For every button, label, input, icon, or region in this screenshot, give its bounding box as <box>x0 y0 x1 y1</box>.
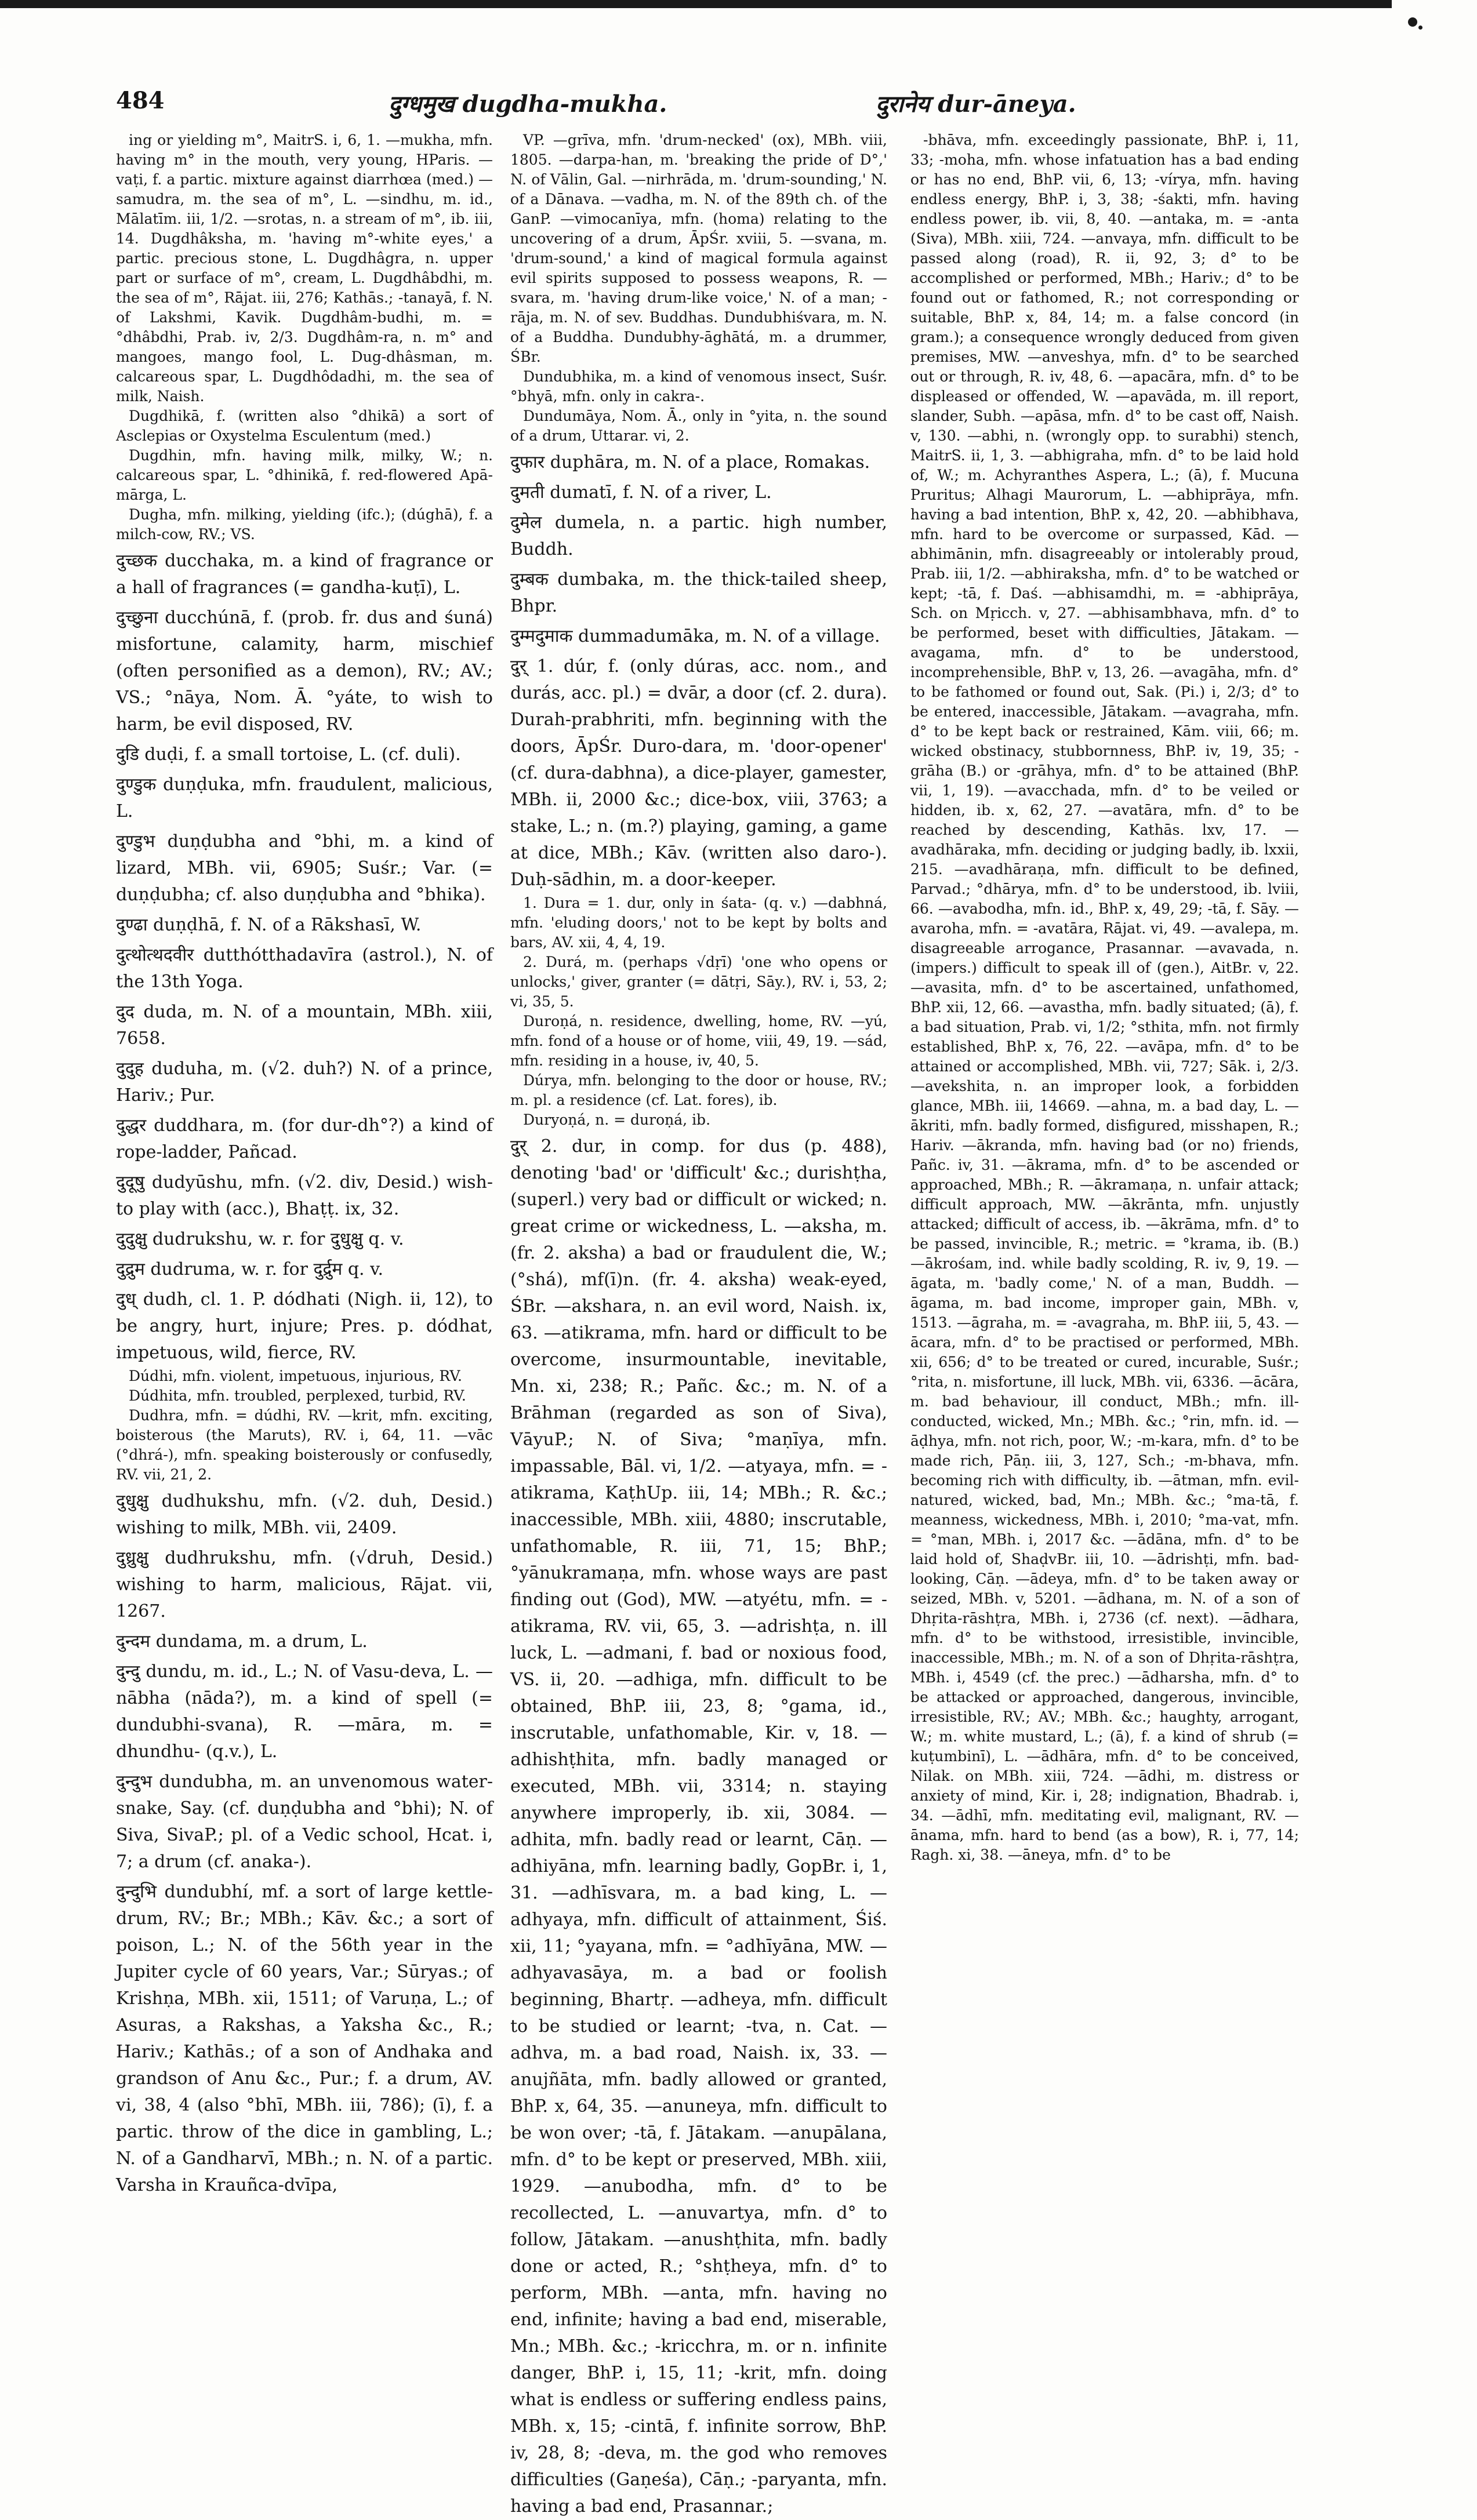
page-number: 484 <box>116 87 165 114</box>
sub-entry: -bhāva, mfn. exceedingly passionate, BhP. i, 11, 33; -moha, mfn. whose infatuation has a bad ending or has no end, BhP. vii, 6, 13; -vírya, mfn. having endless energy, BhP. i, 3, 38; -śakti, mfn. having endless power, ib. vii, 8, 40. —antaka, m. = -anta (Siva), MBh. xiii, 724. —anvaya, mfn. difficult to be passed along (road), R. ii, 92, 3; d° to be accomplished or performed, MBh.; Hariv.; d° to be found out or fathomed, R.; not corresponding or suitable, BhP. x, 84, 14; m. a false concord (in gram.); a consequence wrongly deduced from given premises, MW. —anveshya, mfn. d° to be searched out or through, R. iv, 48, 6. —apacāra, mfn. d° to be displeased or offended, W. —apavāda, m. ill report, slander, Subh. —apāsa, mfn. d° to be cast off, Naish. v, 130. —abhi, n. (wrongly opp. to surabhi) stench, MaitrS. ii, 1, 3. —abhigraha, mfn. d° to be laid hold of, W.; m. Achyranthes Aspera, L.; (ā), f. Mucuna Pruritus; Alhagi Maurorum, L. —abhiprāya, mfn. having a bad intention, BhP. x, 42, 20. —abhibhava, mfn. hard to be overcome or surpassed, Kād. —abhimānin, mfn. disagreeably or intolerably proud, Prab. iii, 1/2. —abhiraksha, mfn. d° to be watched or kept; -tā, f. Daś. —abhisamdhi, m. = -abhiprāya, Sch. on Mṛicch. v, 27. —abhisambhava, mfn. d° to be performed, beset with difficulties, Jātakam. —avagama, mfn. d° to be understood, incomprehensible, BhP. v, 13, 26. —avagāha, mfn. d° to be fathomed or found out, Sak. (Pi.) i, 2/3; d° to be entered, inaccessible, Jātakam. —avagraha, mfn. d° to be kept back or restrained, Kām. viii, 66; m. wicked obstinacy, stubbornness, BhP. iv, 19, 35; -grāha (B.) or -grāhya, mfn. d° to be attained (BhP. vii, 1, 19). —avacchada, mfn. d° to be veiled or hidden, ib. x, 62, 27. —avatāra, mfn. d° to be reached by descending, Kathās. lxv, 17. —avadhāraka, mfn. deciding or judging badly, ib. lxxii, 215. —avadhāraṇa, mfn. difficult to be defined, Parvad.; °dhārya, mfn. d° to be understood, ib. lviii, 66. —avabodha, mfn. id., BhP. x, 49, 29; -tā, f. Sāy. —avaroha, mfn. = -avatāra, Rājat. vi, 49. —avalepa, m. disagreeable arrogance, Prasannar. —avavada, n. (impers.) difficult to speak ill of (gen.), AitBr. v, 22. —avasita, mfn. d° to be ascertained, unfathomed, BhP. xii, 12, 66. —avastha, mfn. badly situated; (ā), f. a bad situation, Prab. vi, 1/2; °sthita, mfn. not firmly established, BhP. x, 76, 22. —avāpa, mfn. d° to be attained or accomplished, MBh. vii, 727; Sāk. i, 2/3. —avekshita, n. an improper look, a forbidden glance, MBh. iii, 14669. —ahna, m. a bad day, L. —ākriti, mfn. badly formed, disfigured, misshapen, R.; Hariv. —ākranda, mfn. having bad (or no) friends, Pañc. iv, 31. —ākrama, mfn. d° to be ascended or approached, MBh.; R. —ākramaṇa, n. unfair attack; difficult approach, MW. —ākrānta, mfn. unjustly attacked; difficult of access, ib. —ākrāma, mfn. d° to be passed, invincible, R.; metric. = °krama, ib. (B.) —ākrośam, ind. while badly scolding, R. iv, 9, 19. —āgata, m. 'badly come,' N. of a man, Buddh. —āgama, m. bad income, improper gain, MBh. v, 1513. —āgraha, m. = -avagraha, m. BhP. iii, 5, 43. —ācara, mfn. d° to be practised or performed, MBh. xii, 656; d° to be treated or cured, incurable, Suśr.; °rita, n. misfortune, ill luck, MBh. vii, 6336. —ācāra, m. bad behaviour, ill conduct, MBh.; mfn. ill-conducted, wicked, Mn.; MBh. &c.; °rin, mfn. id. —āḍhya, mfn. not rich, poor, W.; -m-kara, mfn. d° to be made rich, Pāṇ. iii, 3, 127, Sch.; -m-bhava, mfn. becoming rich with difficulty, ib. —ātman, mfn. evil-natured, wicked, bad, Mn.; MBh. &c.; °ma-tā, f. meanness, wickedness, MBh. i, 2010; °ma-vat, mfn. = °man, MBh. i, 2017 &c. —ādāna, mfn. d° to be laid hold of, ShaḍvBr. iii, 10. —ādrishṭi, mfn. bad-looking, Cāṇ. —ādeya, mfn. d° to be taken away or seized, MBh. v, 5201. —ādhana, m. N. of a son of Dhṛita-rāshṭra, MBh. i, 2736 (cf. next). —ādhara, mfn. d° to be withstood, irresistible, invincible, inaccessible, MBh.; m. N. of a son of Dhṛita-rāshṭra, MBh. i, 4549 (cf. the prec.) —ādharsha, mfn. d° to be attacked or approached, dangerous, invincible, irresistible, RV.; AV.; MBh. &c.; haughty, arrogant, W.; m. white mustard, L.; (ā), f. a kind of shrub (= kuṭumbinī), L. —ādhāra, mfn. d° to be conceived, Nilak. on MBh. xiii, 724. —ādhi, m. distress or anxiety of mind, Kir. i, 28; indignation, Bhadrab. i, 34. —ādhī, mfn. meditating evil, malignant, RV. —ānama, mfn. hard to bend (as a bow), R. i, 77, 14; Ragh. xi, 38. —āneya, mfn. d° to be <box>910 132 1299 1863</box>
column-3 <box>910 130 1299 1890</box>
headword-entry: दुद duda, m. N. of a mountain, MBh. xiii, 7658. <box>116 1002 493 1049</box>
sub-entry: Dundubhika, m. a kind of venomous insect, Suśr. °bhyā, mfn. only in cakra-. <box>510 368 887 405</box>
headword-entry: दुमती dumatī, f. N. of a river, L. <box>510 482 772 503</box>
right-running-head: दुरानेय dur-āneya. <box>876 90 1076 118</box>
headword-entry: दुम्बक dumbaka, m. the thick-tailed sheep, Bhpr. <box>510 569 887 616</box>
headword-entry: दुफार duphāra, m. N. of a place, Romakas. <box>510 452 870 472</box>
headword-entry: दुदुक्षु dudrukshu, w. r. for दुधुक्षु q. v. <box>116 1229 404 1249</box>
column-2 <box>510 130 887 2517</box>
headword-entry: दुम्मदुमाक dummadumāka, m. N. of a village. <box>510 626 880 646</box>
sub-entry: ing or yielding m°, MaitrS. i, 6, 1. —mukha, mfn. having m° in the mouth, very young, HParis. —vaṭi, f. a partic. mixture against diarrhœa (med.) —samudra, m. the sea of m°, L. —sindhu, m. id., Mālatīm. iii, 1/2. —srotas, n. a stream of m°, ib. iii, 14. Dugdhâksha, m. 'having m°-white eyes,' a partic. precious stone, L. Dugdhâgra, n. upper part or surface of m°, cream, L. Dugdhâbdhi, m. the sea of m°, Rājat. iii, 276; Kathās.; -tanayā, f. N. of Lakshmi, Kavik. Dugdhâm-budhi, m. = °dhâbdhi, Prab. iv, 2/3. Dugdhâm-ra, n. m° and mangoes, mango fool, L. Dug-dhâsman, m. calcareous spar, L. Dugdhôdadhi, m. the sea of milk, Naish. <box>116 132 493 405</box>
headword-entry: दुध् dudh, cl. 1. P. dódhati (Nigh. ii, 12), to be angry, hurt, injure; Pres. p. dódhat, impetuous, wild, fierce, RV. <box>116 1289 493 1363</box>
headword-entry: दुधुक्षु dudhukshu, mfn. (√2. duh, Desid.) wishing to milk, MBh. vii, 2409. <box>116 1491 493 1538</box>
sub-entry: Duroṇá, n. residence, dwelling, home, RV. —yú, mfn. fond of a house or of home, viii, 49, 19. —sád, mfn. residing in a house, iv, 40, 5. <box>510 1013 887 1069</box>
headword-entry: दुमेल dumela, n. a partic. high number, Buddh. <box>510 512 887 559</box>
sub-entry: Duryoṇá, n. = duroṇá, ib. <box>523 1111 711 1128</box>
sub-entry: Dúrya, mfn. belonging to the door or house, RV.; m. pl. a residence (cf. Lat. fores), ib. <box>510 1072 887 1108</box>
headword-entry: दुण्ढा duṇḍhā, f. N. of a Rākshasī, W. <box>116 915 422 935</box>
headword-entry: दुण्डुभ duṇḍubha and °bhi, m. a kind of lizard, MBh. vii, 6905; Suśr.; Var. (= duṇḍubha; cf. also duṇḍubha and °bhika). <box>116 831 493 905</box>
ink-mark <box>1408 17 1417 27</box>
left-running-head: दुग्धमुख dugdha-mukha. <box>389 90 667 118</box>
headword-entry: दुन्दुभि dundubhí, mf. a sort of large kettle-drum, RV.; Br.; MBh.; Kāv. &c.; a sort of poison, L.; N. of the 56th year in the Jupiter cycle of 60 years, Var.; Sūryas.; of Krishṇa, MBh. xii, 1511; of Varuṇa, L.; of Asuras, a Rakshas, a Yaksha &c., R.; Hariv.; Kathās.; of a son of Andhaka and grandson of Anu &c., Pur.; f. a drum, AV. vi, 38, 4 (also °bhī, MBh. iii, 786); (ī), f. a partic. throw of the dice in gambling, L.; N. of a Gandharvī, MBh.; n. N. of a partic. Varsha in Krauñca-dvīpa, <box>116 1882 493 2195</box>
top-edge-bar <box>0 0 1477 15</box>
sub-entry: 1. Dura = 1. dur, only in śata- (q. v.) —dabhná, mfn. 'eluding doors,' not to be kept by bolts and bars, AV. xii, 4, 4, 19. <box>510 894 887 951</box>
headword-entry: दुद्रुम dudruma, w. r. for दुर्द्रुम q. v. <box>116 1259 384 1279</box>
headword-entry: दुत्थोत्थदवीर dutthótthadavīra (astrol.), N. of the 13th Yoga. <box>116 945 493 992</box>
headword-entry: दुण्डुक duṇḍuka, mfn. fraudulent, malicious, L. <box>116 774 493 821</box>
sub-entry: Dugdhikā, f. (written also °dhikā) a sort of Asclepias or Oxystelma Esculentum (med.) <box>116 408 493 444</box>
sub-entry: Dudhra, mfn. = dúdhi, RV. —krit, mfn. exciting, boisterous (the Maruts), RV. i, 64, 11. —vāc (°dhrá-), mfn. speaking boisterously or confusedly, RV. vii, 21, 2. <box>116 1407 493 1483</box>
headword-entry: दुदुह duduha, m. (√2. duh?) N. of a prince, Hariv.; Pur. <box>116 1059 493 1106</box>
page-header <box>116 87 1299 122</box>
ink-mark-small <box>1418 26 1422 30</box>
top-rule <box>0 0 1392 8</box>
column-1 <box>116 130 493 2195</box>
headword-entry: दुद्धर duddhara, m. (for dur-dh°?) a kind of rope-ladder, Pañcad. <box>116 1115 493 1162</box>
headword-entry: दुन्दुभ dundubha, m. an unvenomous water-snake, Say. (cf. duṇḍubha and °bhi); N. of Siva, SivaP.; pl. of a Vedic school, Hcat. i, 7; a drum (cf. anaka-). <box>116 1772 493 1872</box>
sub-entry: Dugdhin, mfn. having milk, milky, W.; n. calcareous spar, L. °dhinikā, f. red-flowered Apā-mārga, L. <box>116 447 493 503</box>
headword-entry: दुन्दम dundama, m. a drum, L. <box>116 1631 368 1652</box>
headword-entry: दुडि duḍi, f. a small tortoise, L. (cf. duli). <box>116 744 461 765</box>
headword-entry: दुच्छुना ducchúnā, f. (prob. fr. dus and śuná) misfortune, calamity, harm, mischief (often personified as a demon), RV.; AV.; VS.; °nāya, Nom. Ā. °yáte, to wish to harm, be evil disposed, RV. <box>116 608 493 734</box>
sub-entry: Dugha, mfn. milking, yielding (ifc.); (dúghā), f. a milch-cow, RV.; VS. <box>116 506 493 543</box>
sub-entry: Dúdhita, mfn. troubled, perplexed, turbid, RV. <box>129 1387 466 1404</box>
headword-entry: दुर् 2. dur, in comp. for dus (p. 488), denoting 'bad' or 'difficult' &c.; durishṭha, (superl.) very bad or difficult or wicked; n. great crime or wickedness, L. —aksha, m. (fr. 2. aksha) a bad or fraudulent die, W.; (°shá), mf(ī)n. (fr. 4. aksha) weak-eyed, ŚBr. —akshara, n. an evil word, Naish. ix, 63. —atikrama, mfn. hard or difficult to be overcome, insurmountable, inevitable, Mn. xi, 238; R.; Pañc. &c.; m. N. of a Brāhman (regarded as son of Siva), VāyuP.; N. of Siva; °maṇīya, mfn. impassable, Bāl. vi, 1/2. —atyaya, mfn. = -atikrama, KaṭhUp. iii, 14; MBh.; R. &c.; inaccessible, MBh. xiii, 4880; inscrutable, unfathomable, R. iii, 71, 15; BhP.; °yānukramaṇa, mfn. whose ways are past finding out (God), MW. —atyétu, mfn. = -atikrama, RV. vii, 65, 3. —adrishṭa, n. ill luck, L. —admani, f. bad or noxious food, VS. ii, 20. —adhiga, mfn. difficult to be obtained, BhP. iii, 23, 8; °gama, id., inscrutable, unfathomable, Kir. v, 18. —adhishṭhita, mfn. badly managed or executed, MBh. vii, 3314; n. staying anywhere improperly, ib. xii, 3084. —adhita, mfn. badly read or learnt, Cāṇ. —adhiyāna, mfn. learning badly, GopBr. i, 1, 31. —adhīsvara, m. a bad king, L. —adhyaya, mfn. difficult of attainment, Śiś. xii, 11; °yayana, mfn. = °adhīyāna, MW. —adhyavasāya, m. a bad or foolish beginning, Bhartṛ. —adheya, mfn. difficult to be studied or learnt; -tva, n. Cat. —adhva, m. a bad road, Naish. ix, 33. —anujñāta, mfn. badly allowed or granted, BhP. x, 64, 35. —anuneya, mfn. difficult to be won over; -tā, f. Jātakam. —anupālana, mfn. d° to be kept or preserved, MBh. xiii, 1929. —anubodha, mfn. d° to be recollected, L. —anuvartya, mfn. d° to follow, Jātakam. —anushṭhita, mfn. badly done or acted, R.; °shṭheya, mfn. d° to perform, MBh. —anta, mfn. having no end, infinite; having a bad end, miserable, Mn.; MBh. &c.; -kricchra, m. or n. infinite danger, BhP. i, 15, 11; -krit, mfn. doing what is endless or suffering endless pains, MBh. x, 15; -cintā, f. infinite sorrow, BhP. iv, 28, 8; -deva, m. the god who removes difficulties (Gaṇeśa), Cāṇ.; -paryanta, mfn. having a bad end, Prasannar.; <box>510 1136 887 2517</box>
headword-entry: दुध्रुक्षु dudhrukshu, mfn. (√druh, Desid.) wishing to harm, malicious, Rājat. vii, 1267. <box>116 1548 493 1621</box>
headword-entry: दुन्दु dundu, m. id., L.; N. of Vasu-deva, L. —nābha (nāda?), m. a kind of spell (= dundubhi-svana), R. —māra, m. = dhundhu- (q.v.), L. <box>116 1661 493 1762</box>
dictionary-body <box>116 130 1299 2517</box>
sub-entry: Dúdhi, mfn. violent, impetuous, injurious, RV. <box>129 1368 462 1384</box>
headword-entry: दुच्छक ducchaka, m. a kind of fragrance or a hall of fragrances (= gandha-kuṭī), L. <box>116 551 493 598</box>
headword-entry: दुर् 1. dúr, f. (only dúras, acc. nom., and durás, acc. pl.) = dvār, a door (cf. 2. dura). Durah-prabhriti, mfn. beginning with the doors, ĀpŚr. Duro-dara, m. 'door-opener' (cf. dura-dabhna), a dice-player, gamester, MBh. ii, 2000 &c.; dice-box, viii, 3763; a stake, L.; n. (m.?) playing, gaming, a game at dice, MBh.; Kāv. (written also daro-). Duḥ-sādhin, m. a door-keeper. <box>510 656 887 890</box>
sub-entry: 2. Durá, m. (perhaps √dṛī) 'one who opens or unlocks,' giver, granter (= dātṛi, Sāy.), RV. i, 53, 2; vi, 35, 5. <box>510 954 887 1010</box>
headword-entry: दुदूषु dudyūshu, mfn. (√2. div, Desid.) wish-to play with (acc.), Bhaṭṭ. ix, 32. <box>116 1172 493 1219</box>
sub-entry: VP. —grīva, mfn. 'drum-necked' (ox), MBh. viii, 1805. —darpa-han, m. 'breaking the pride of D°,' N. of Vālin, Gal. —nirhrāda, m. 'drum-sounding,' N. of a Dānava. —vadha, m. N. of the 89th ch. of the GanP. —vimocanīya, mfn. (homa) relating to the uncovering of a drum, ĀpŚr. xviii, 5. —svana, m. 'drum-sound,' a kind of magical formula against evil spirits supposed to possess weapons, R. —svara, m. 'having drum-like voice,' N. of a man; -rāja, m. N. of sev. Buddhas. Dundubhiśvara, m. N. of a Buddha. Dundubhy-āghātá, m. a drummer, ŚBr. <box>510 132 887 365</box>
sub-entry: Dundumāya, Nom. Ā., only in °yita, n. the sound of a drum, Uttarar. vi, 2. <box>510 408 887 444</box>
